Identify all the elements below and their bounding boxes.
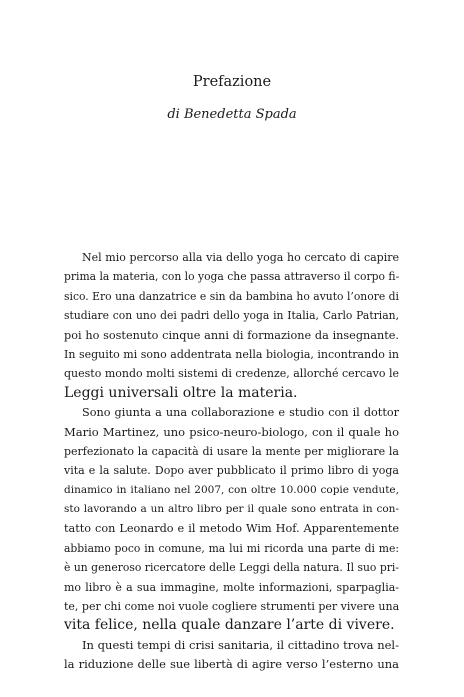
text-line: questo mondo molti sistemi di credenze, allorché cercavo le: [64, 367, 399, 381]
text-line: tatto con Leonardo e il metodo Wim Hof. Apparentemente: [64, 522, 399, 536]
chapter-author: di Benedetta Spada: [167, 107, 297, 122]
text-line: Mario Martinez, uno psico-neuro-biologo, con il quale ho: [64, 424, 399, 439]
chapter-title: Prefazione: [192, 74, 272, 90]
text-line: te, per chi come noi vuole cogliere strumenti per vivere una: [64, 600, 400, 614]
text-line: In seguito mi sono addentrata nella biologia, incontrando in: [64, 347, 399, 361]
text-line: mo libro è a sua immagine, molte informazioni, sparpaglia-: [64, 580, 399, 594]
text-line: poi ho sostenuto cinque anni di formazione da insegnante.: [64, 328, 399, 342]
text-line: vita e la salute. Dopo aver pubblicato il primo libro di yoga: [64, 464, 399, 478]
body-text: [64, 248, 399, 675]
text-line: sto lavorando a un altro libro per il quale sono entrata in con-: [64, 503, 399, 516]
text-line: Sono giunta a una collaborazione e studio con il dottor: [82, 406, 399, 420]
text-line: vita felice, nella quale danzare l’arte di vivere.: [64, 617, 395, 634]
text-line: Nel mio percorso alla via dello yoga ho cercato di capire: [82, 251, 399, 264]
text-line: Leggi universali oltre la materia.: [64, 384, 298, 401]
text-line: sico. Ero una danzatrice e sin da bambina ho avuto l’onore di: [64, 289, 399, 303]
text-line: perfezionato la capacità di usare la mente per migliorare la: [64, 444, 399, 458]
text-line: prima la materia, con lo yoga che passa attraverso il corpo fi-: [64, 270, 400, 284]
text-line: è un generoso ricercatore delle Leggi della natura. Il suo pri-: [64, 561, 399, 575]
text-line: abbiamo poco in comune, ma lui mi ricorda una parte di me:: [64, 541, 399, 555]
text-line: In questi tempi di crisi sanitaria, il cittadino trova nel-: [82, 637, 399, 652]
text-line: studiare con uno dei padri dello yoga in Italia, Carlo Patrian,: [64, 309, 399, 323]
text-line: dinamico in italiano nel 2007, con oltre 10.000 copie vendute,: [64, 483, 399, 496]
text-line: la riduzione delle sue libertà di agire verso l’esterno una: [64, 657, 399, 672]
